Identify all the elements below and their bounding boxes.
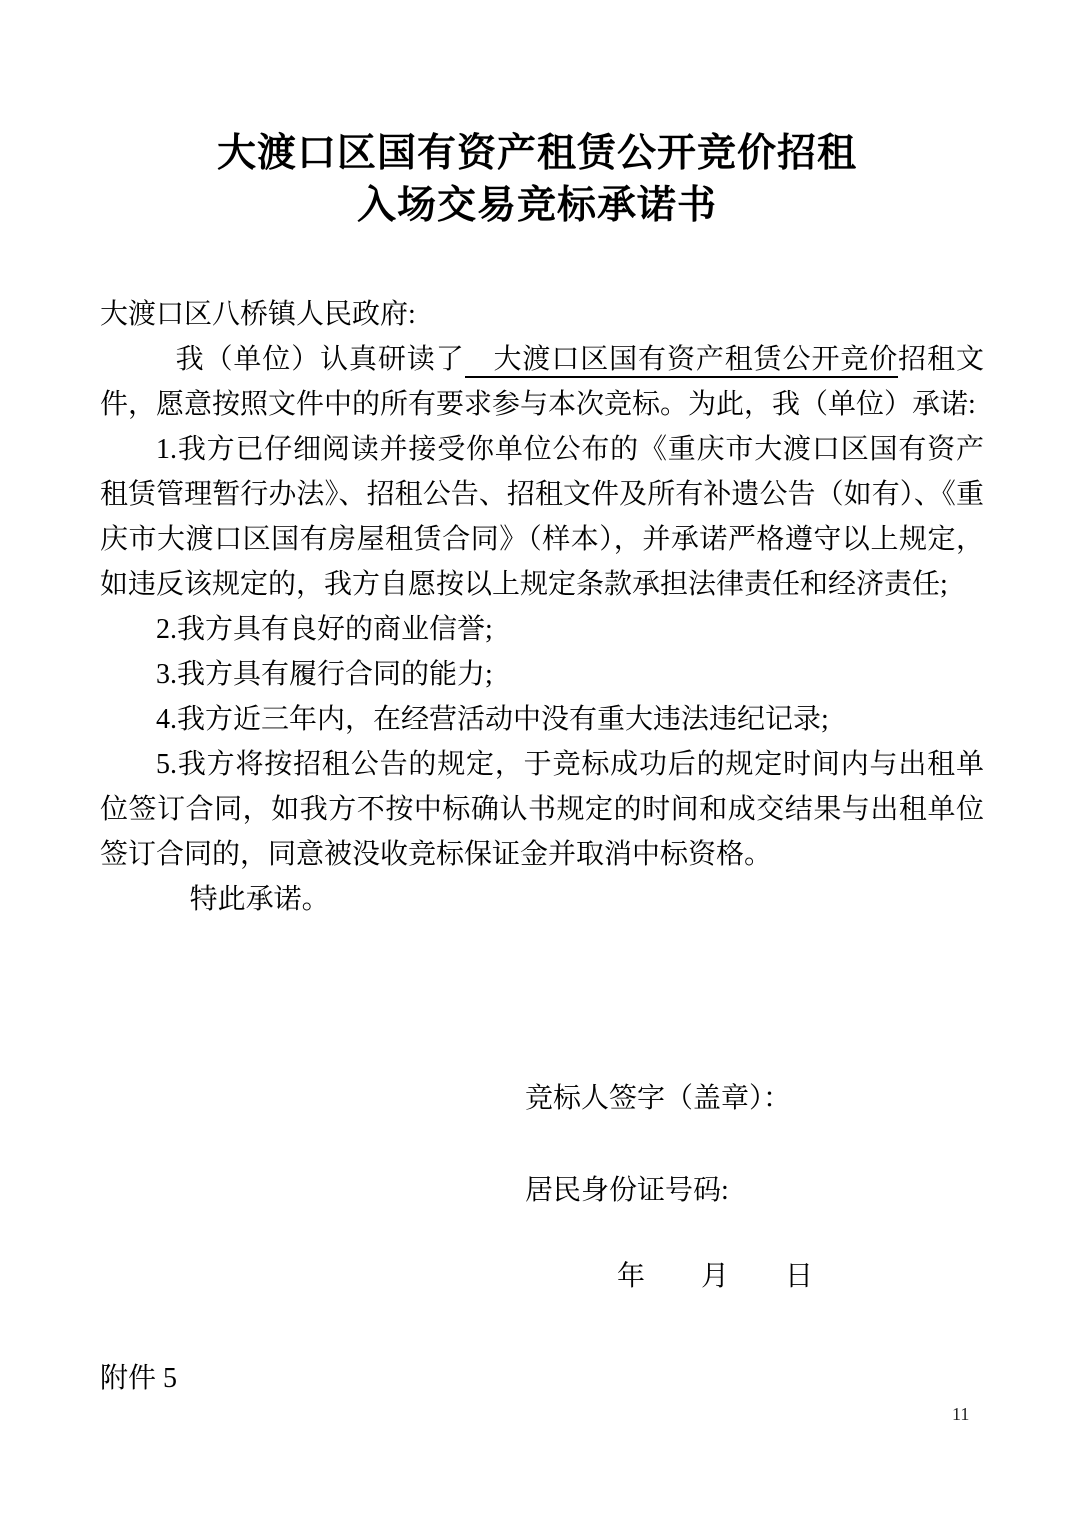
closing-line: 特此承诺。 <box>189 884 330 915</box>
intro-prefix: 我（单位）认真研读了 <box>175 344 465 375</box>
document-title <box>0 0 1074 232</box>
commitment-item-4: 4.我方近三年内，在经营活动中没有重大违法违纪记录; <box>156 704 829 735</box>
page-number: 11 <box>952 1404 970 1424</box>
intro-underlined-fill: 大渡口区国有资产租赁公开竞价 <box>465 344 899 378</box>
title-line-2: 入场交易竞标承诺书 <box>356 184 717 227</box>
signature-block <box>525 1076 813 1299</box>
commitment-item-1: 1.我方已仔细阅读并接受你单位公布的《重庆市大渡口区国有资产租赁管理暂行办法》、招租公告、招租文件及所有补遗公告（如有）、《重庆市大渡口区国有房屋租赁合同》（样本），并承诺严格遵守以上规定，如违反该规定的，我方自愿按以上规定条款承担法律责任和经济责任; <box>100 434 984 600</box>
id-number-label: 居民身份证号码: <box>525 1175 729 1206</box>
document-body <box>100 292 984 922</box>
commitment-item-5: 5.我方将按招租公告的规定，于竞标成功后的规定时间内与出租单位签订合同，如我方不按中标确认书规定的时间和成交结果与出租单位签订合同的，同意被没收竞标保证金并取消中标资格。 <box>100 749 984 870</box>
title-line-1: 大渡口区国有资产租赁公开竞价招租 <box>216 132 857 175</box>
commitment-item-3: 3.我方具有履行合同的能力; <box>156 659 493 690</box>
intro-suffix: 招租文件，愿意按照文件中的所有要求参与本次竞标。为此，我（单位）承诺: <box>100 344 984 420</box>
bidder-signature-label: 竞标人签字（盖章）： <box>525 1083 792 1114</box>
commitment-item-2: 2.我方具有良好的商业信誉; <box>156 614 493 645</box>
date-line: 年 月 日 <box>617 1261 814 1292</box>
attachment-label: 附件 5 <box>100 1363 178 1394</box>
intro-paragraph <box>100 337 984 427</box>
salutation: 大渡口区八桥镇人民政府: <box>100 299 416 330</box>
